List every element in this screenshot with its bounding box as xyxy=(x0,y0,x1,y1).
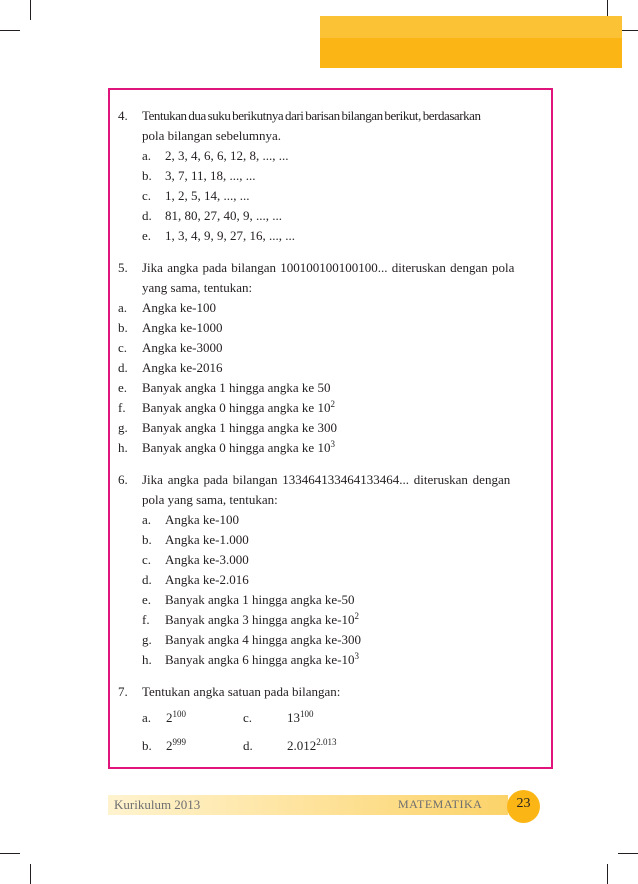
item-label: a. xyxy=(142,148,152,163)
item-text: Angka ke-2016 xyxy=(142,360,223,375)
item-label: e. xyxy=(142,592,152,607)
power-base: 13 xyxy=(287,710,300,725)
page-number: 23 xyxy=(516,796,531,811)
header-band-highlight xyxy=(320,16,622,38)
item-text: Banyak angka 4 hingga angka ke-300 xyxy=(165,632,362,647)
question-text: yang sama, tentukan: xyxy=(142,280,253,295)
crop-mark xyxy=(0,853,20,854)
exponent: 100 xyxy=(300,709,314,719)
item-label: b. xyxy=(142,738,152,753)
item-label: b. xyxy=(118,320,128,335)
item-label: h. xyxy=(118,440,128,455)
item-label: b. xyxy=(142,168,152,183)
item-label: b. xyxy=(142,532,152,547)
item-text: Banyak angka 1 hingga angka ke 50 xyxy=(142,380,331,395)
power-base: 2.012 xyxy=(287,738,317,753)
question-text: Jika angka pada bilangan 100100100100100... diteruskan dengan pola xyxy=(142,260,515,275)
item-text: 2, 3, 4, 6, 6, 12, 8, ..., ... xyxy=(165,148,289,163)
question-text: pola yang sama, tentukan: xyxy=(142,492,278,507)
item-text: Angka ke-100 xyxy=(165,512,240,527)
exponent: 999 xyxy=(172,737,186,747)
item-label: d. xyxy=(118,360,128,375)
subject-label: MATEMATIKA xyxy=(398,797,483,811)
item-label: c. xyxy=(118,340,128,355)
item-text: Angka ke-1.000 xyxy=(165,532,249,547)
item-text: 1, 3, 4, 9, 9, 27, 16, ..., ... xyxy=(165,228,295,243)
question-number: 5. xyxy=(118,260,128,275)
item-label: a. xyxy=(142,512,152,527)
item-label: a. xyxy=(118,300,128,315)
item-label: e. xyxy=(142,228,152,243)
crop-mark xyxy=(0,30,20,31)
item-text: Angka ke-3.000 xyxy=(165,552,249,567)
item-text: Banyak angka 0 hingga angka ke 10 xyxy=(142,400,331,415)
exponent: 100 xyxy=(172,709,186,719)
exponent: 2 xyxy=(330,399,335,409)
question-number: 6. xyxy=(118,472,128,487)
crop-mark xyxy=(618,853,638,854)
item-label: a. xyxy=(142,710,152,725)
item-label: g. xyxy=(142,632,152,647)
crop-mark xyxy=(607,864,608,884)
crop-mark xyxy=(30,864,31,884)
item-text: Banyak angka 0 hingga angka ke 10 xyxy=(142,440,331,455)
item-text: Angka ke-1000 xyxy=(142,320,223,335)
item-text: Banyak angka 1 hingga angka ke 300 xyxy=(142,420,337,435)
item-text: Banyak angka 1 hingga angka ke-50 xyxy=(165,592,355,607)
power-base: 2 xyxy=(166,710,173,725)
item-label: c. xyxy=(142,188,152,203)
item-text: Banyak angka 6 hingga angka ke-10 xyxy=(165,652,355,667)
item-text: Banyak angka 3 hingga angka ke-10 xyxy=(165,612,355,627)
exponent: 3 xyxy=(330,439,335,449)
question-number: 7. xyxy=(118,684,128,699)
item-text: Angka ke-3000 xyxy=(142,340,223,355)
question-text: pola bilangan sebelumnya. xyxy=(142,128,281,143)
item-label: d. xyxy=(243,738,253,753)
question-number: 4. xyxy=(118,108,128,123)
question-text: Jika angka pada bilangan 133464133464133464... diteruskan dengan xyxy=(142,472,511,487)
power-base: 2 xyxy=(166,738,173,753)
item-label: h. xyxy=(142,652,152,667)
item-label: g. xyxy=(118,420,128,435)
item-text: Angka ke-2.016 xyxy=(165,572,249,587)
question-text: Tentukan angka satuan pada bilangan: xyxy=(142,684,341,699)
item-text: 81, 80, 27, 40, 9, ..., ... xyxy=(165,208,282,223)
question-text: Tentukan dua suku berikutnya dari barisan bilangan berikut, berdasarkan xyxy=(142,108,481,123)
item-label: d. xyxy=(142,572,152,587)
item-label: f. xyxy=(118,400,126,415)
exponent: 2.013 xyxy=(316,737,337,747)
item-text: Angka ke-100 xyxy=(142,300,217,315)
item-label: c. xyxy=(142,552,152,567)
item-label: d. xyxy=(142,208,152,223)
item-label: e. xyxy=(118,380,128,395)
exponent: 2 xyxy=(354,611,360,621)
item-label: f. xyxy=(142,612,150,627)
item-label: c. xyxy=(243,710,253,725)
item-text: 1, 2, 5, 14, ..., ... xyxy=(165,188,250,203)
exponent: 3 xyxy=(354,651,360,661)
curriculum-label: Kurikulum 2013 xyxy=(114,797,201,812)
crop-mark xyxy=(30,0,31,20)
item-text: 3, 7, 11, 18, ..., ... xyxy=(165,168,256,183)
